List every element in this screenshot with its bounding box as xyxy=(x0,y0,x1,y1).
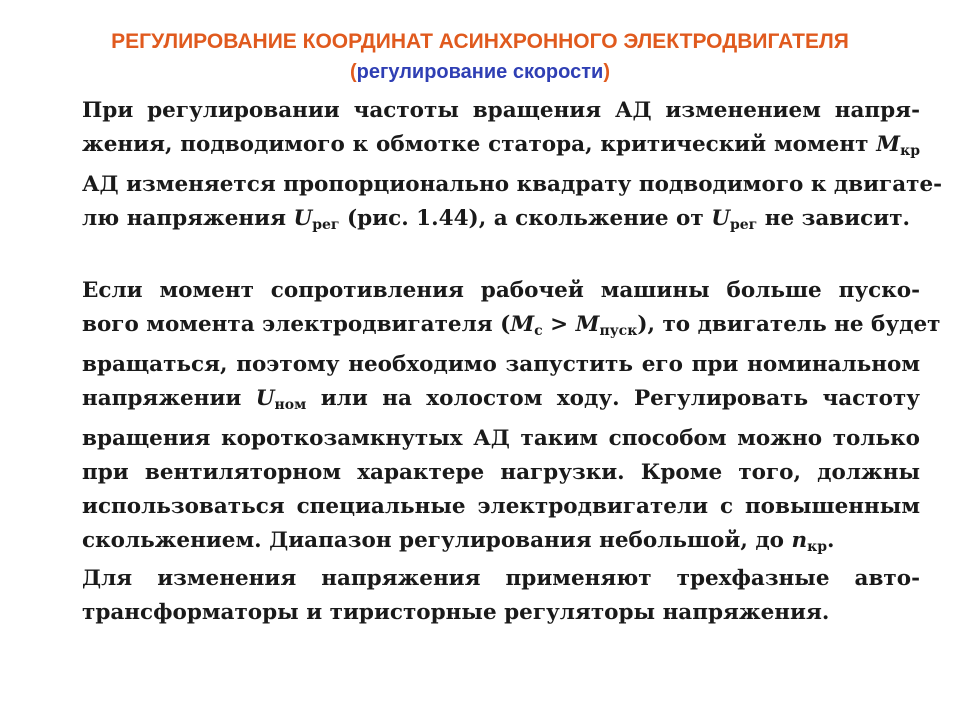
variable-symbol: M xyxy=(510,312,535,337)
subscript: рег xyxy=(729,217,758,233)
text-line: АД изменяется пропорционально квадрату подводимого к двигате- xyxy=(82,172,943,197)
text-line: при вентиляторном характере нагрузки. Кроме того, должны xyxy=(82,460,920,485)
variable-symbol: M xyxy=(876,132,901,157)
text-line xyxy=(82,308,941,348)
text-run: не зависит. xyxy=(757,206,911,231)
variable-symbol: M xyxy=(575,312,600,337)
text-line xyxy=(82,202,920,242)
text-line: трансформаторы и тиристорные регуляторы напряжения. xyxy=(82,600,830,625)
paragraph-starting-torque xyxy=(82,274,941,564)
subtitle-open-paren: ( xyxy=(350,61,357,83)
text-run: лю напряжения xyxy=(82,206,294,231)
text-run: . xyxy=(827,528,835,553)
subscript: кр xyxy=(807,539,828,555)
subscript: с xyxy=(534,323,543,339)
text-run: напряжении xyxy=(82,386,256,411)
text-line: вращения короткозамкнутых АД таким способом можно только xyxy=(82,426,920,451)
text-run: жения, подводимого к обмотке статора, критический момент xyxy=(82,132,877,157)
variable-symbol: n xyxy=(791,528,808,553)
text-line: Если момент сопротивления рабочей машины больше пуско- xyxy=(82,278,920,303)
text-line: Для изменения напряжения применяют трехфазные авто- xyxy=(82,566,920,591)
text-line: использоваться специальные электродвигатели с повышенным xyxy=(82,494,920,519)
subtitle-text: регулирование скорости xyxy=(356,61,604,83)
text-run: вого момента электродвигателя ( xyxy=(82,312,511,337)
text-run: или на холостом ходу. Регулировать частоту xyxy=(306,386,920,411)
text-run: (рис. 1.44), а скольжение от xyxy=(339,206,712,231)
variable-symbol: U xyxy=(711,206,730,231)
text-run: > xyxy=(542,312,576,337)
text-line xyxy=(82,524,920,564)
subscript: рег xyxy=(312,217,340,233)
variable-symbol: U xyxy=(255,386,275,411)
page-subtitle xyxy=(0,58,960,86)
text-line xyxy=(82,128,920,168)
paragraph-voltage-control xyxy=(82,94,943,242)
variable-symbol: U xyxy=(293,206,313,231)
subscript: ном xyxy=(274,397,307,413)
text-line xyxy=(82,382,920,422)
subscript: пуск xyxy=(599,323,638,339)
text-line: вращаться, поэтому необходимо запустить его при номинальном xyxy=(82,352,920,377)
subscript: кр xyxy=(900,143,920,159)
page-title: РЕГУЛИРОВАНИЕ КООРДИНАТ АСИНХРОННОГО ЭЛЕКТРОДВИГАТЕЛЯ xyxy=(111,30,849,53)
text-run: скольжением. Диапазон регулирования небольшой, до xyxy=(82,528,792,553)
text-run: ), то двигатель не будет xyxy=(637,312,941,337)
subtitle-close-paren: ) xyxy=(603,61,610,83)
text-line: При регулировании частоты вращения АД изменением напря- xyxy=(82,98,920,123)
paragraph-autotransformers xyxy=(82,562,920,630)
